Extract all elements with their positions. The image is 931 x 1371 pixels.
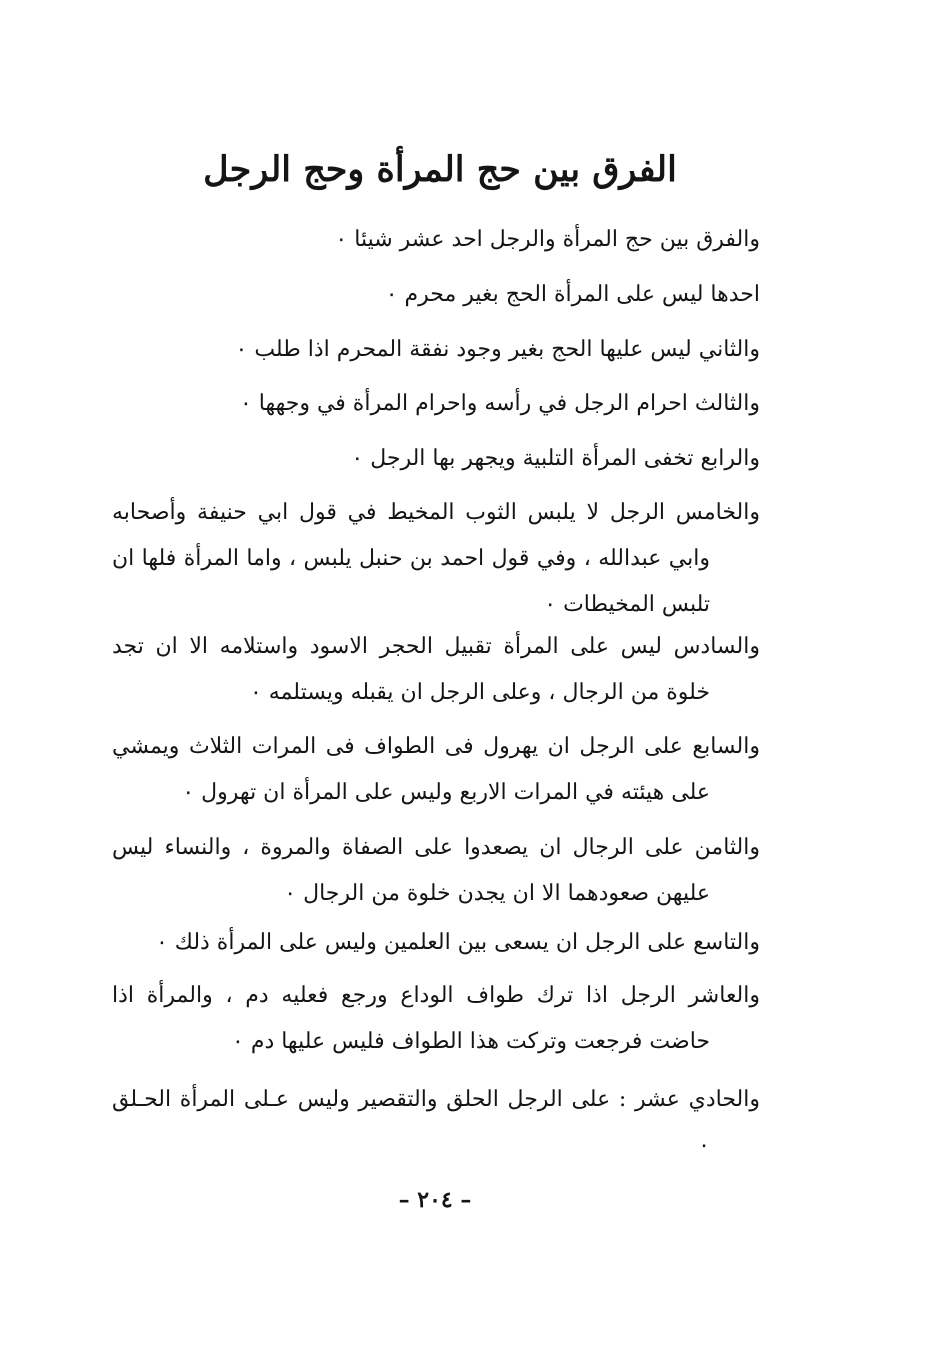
paragraph-5: والرابع تخفى المرأة التلبية ويجهر بها الرجل ٠ — [351, 446, 760, 471]
page-number: – ٢٠٤ – — [398, 1187, 472, 1213]
paragraph-10: والتاسع على الرجل ان يسعى بين العلمين وليس على المرأة ذلك ٠ — [155, 930, 760, 955]
paragraph-9: والثامن على الرجال ان يصعدوا على الصفاة والمروة ، والنساء ليس عليهن صعودهما الا ان يجدن خلوة من الرجال ٠ — [112, 835, 760, 906]
paragraph-6: والخامس الرجل لا يلبس الثوب المخيط في قول ابي حنيفة وأصحابه وابي عبدالله ، وفي قول احمد بن حنبل يلبس ، واما المرأة فلها ان تلبس المخيطات ٠ — [112, 500, 760, 617]
paragraph-2: احدها ليس على المرأة الحج بغير محرم ٠ — [385, 282, 760, 307]
paragraph-4: والثالث احرام الرجل في رأسه واحرام المرأة في وجهها ٠ — [239, 391, 760, 416]
paragraph-7: والسادس ليس على المرأة تقبيل الحجر الاسود واستلامه الا ان تجد خلوة من الرجال ، وعلى الرجل ان يقبله ويستلمه ٠ — [112, 634, 760, 705]
paragraph-1: والفرق بين حج المرأة والرجل احد عشر شيئا ٠ — [335, 227, 760, 252]
paragraph-11: والعاشر الرجل اذا ترك طواف الوداع ورجع فعليه دم ، والمرأة اذا حاضت فرجعت وتركت هذا الطواف فليس عليها دم ٠ — [112, 983, 760, 1054]
paragraph-3: والثاني ليس عليها الحج بغير وجود نفقة المحرم اذا طلب ٠ — [235, 337, 760, 362]
paragraph-8: والسابع على الرجل ان يهرول فى الطواف فى المرات الثلاث ويمشي على هيئته في المرات الاربع وليس على المرأة ان تهرول ٠ — [112, 734, 760, 805]
page-title: الفرق بين حج المرأة وحج الرجل — [203, 149, 677, 190]
paragraph-12: والحادي عشر : على الرجل الحلق والتقصير وليس عـلى المرأة الحـلق ٠ — [112, 1087, 760, 1158]
